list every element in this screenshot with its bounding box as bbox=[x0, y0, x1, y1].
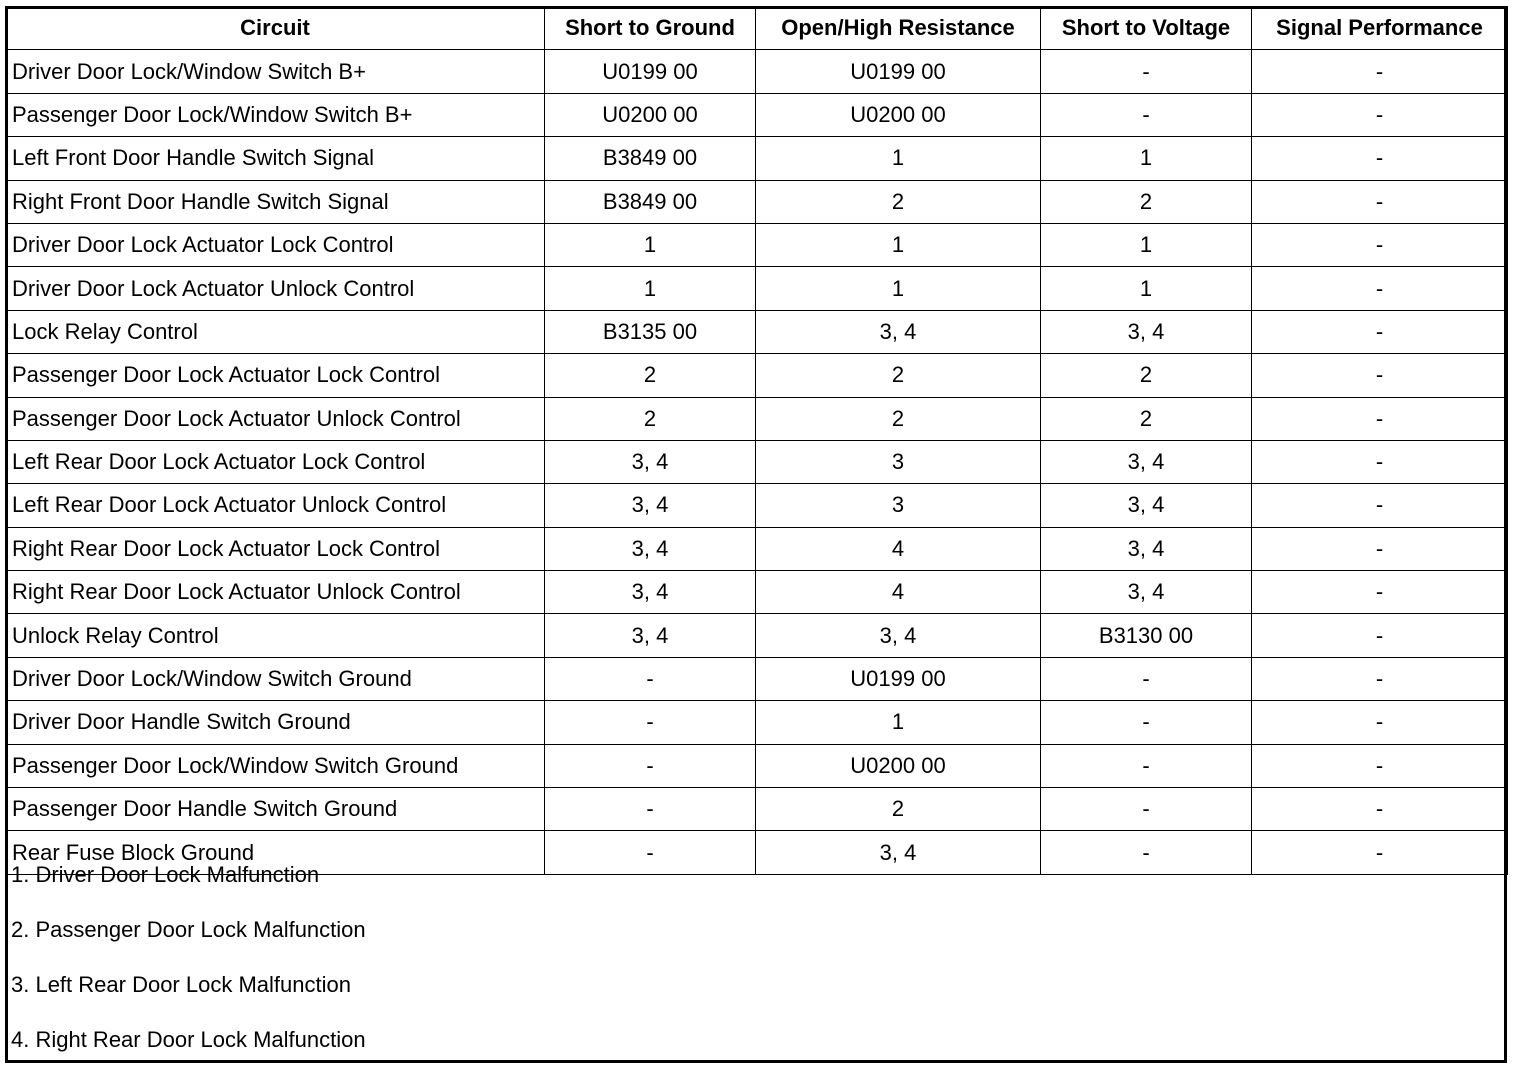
signal-performance-cell: - bbox=[1252, 93, 1508, 136]
table-row bbox=[6, 310, 1508, 353]
table-body bbox=[6, 50, 1508, 874]
open-high-resistance-cell: 3 bbox=[756, 484, 1041, 527]
table-row bbox=[6, 267, 1508, 310]
dtc-symptom-table bbox=[5, 6, 1508, 875]
table-row bbox=[6, 701, 1508, 744]
table-row bbox=[6, 180, 1508, 223]
circuit-cell: Driver Door Handle Switch Ground bbox=[6, 701, 545, 744]
circuit-cell: Unlock Relay Control bbox=[6, 614, 545, 657]
circuit-cell: Passenger Door Lock Actuator Unlock Control bbox=[6, 397, 545, 440]
circuit-cell: Left Rear Door Lock Actuator Lock Control bbox=[6, 440, 545, 483]
signal-performance-cell: - bbox=[1252, 50, 1508, 93]
short-to-voltage-cell: - bbox=[1041, 50, 1252, 93]
table-row bbox=[6, 50, 1508, 93]
open-high-resistance-cell: 4 bbox=[756, 571, 1041, 614]
circuit-cell: Driver Door Lock Actuator Lock Control bbox=[6, 223, 545, 266]
short-to-voltage-cell: - bbox=[1041, 701, 1252, 744]
open-high-resistance-cell: U0200 00 bbox=[756, 93, 1041, 136]
short-to-ground-cell: - bbox=[545, 788, 756, 831]
open-high-resistance-cell: 1 bbox=[756, 223, 1041, 266]
signal-performance-cell: - bbox=[1252, 614, 1508, 657]
open-high-resistance-cell: 1 bbox=[756, 701, 1041, 744]
signal-performance-cell: - bbox=[1252, 180, 1508, 223]
short-to-ground-cell: U0200 00 bbox=[545, 93, 756, 136]
signal-performance-cell: - bbox=[1252, 527, 1508, 570]
short-to-voltage-cell: 1 bbox=[1041, 137, 1252, 180]
table-row bbox=[6, 614, 1508, 657]
short-to-voltage-cell: - bbox=[1041, 93, 1252, 136]
open-high-resistance-cell: U0199 00 bbox=[756, 50, 1041, 93]
table-row bbox=[6, 223, 1508, 266]
table-row bbox=[6, 527, 1508, 570]
circuit-cell: Right Front Door Handle Switch Signal bbox=[6, 180, 545, 223]
open-high-resistance-cell: 4 bbox=[756, 527, 1041, 570]
open-high-resistance-cell: 3 bbox=[756, 440, 1041, 483]
open-high-resistance-cell: 1 bbox=[756, 137, 1041, 180]
footnotes bbox=[11, 853, 1491, 1068]
footnote-4: 4. Right Rear Door Lock Malfunction bbox=[11, 1027, 366, 1052]
footnote-1: 1. Driver Door Lock Malfunction bbox=[11, 862, 320, 887]
short-to-ground-cell: 3, 4 bbox=[545, 440, 756, 483]
table-row bbox=[6, 397, 1508, 440]
signal-performance-cell: - bbox=[1252, 484, 1508, 527]
header-short-to-voltage: Short to Voltage bbox=[1041, 7, 1252, 50]
open-high-resistance-cell: 3, 4 bbox=[756, 310, 1041, 353]
open-high-resistance-cell: 1 bbox=[756, 267, 1041, 310]
open-high-resistance-cell: 3, 4 bbox=[756, 831, 1041, 874]
signal-performance-cell: - bbox=[1252, 223, 1508, 266]
short-to-voltage-cell: - bbox=[1041, 657, 1252, 700]
short-to-voltage-cell: - bbox=[1041, 744, 1252, 787]
short-to-voltage-cell: 2 bbox=[1041, 180, 1252, 223]
short-to-ground-cell: B3849 00 bbox=[545, 137, 756, 180]
circuit-cell: Passenger Door Handle Switch Ground bbox=[6, 788, 545, 831]
short-to-ground-cell: 3, 4 bbox=[545, 484, 756, 527]
open-high-resistance-cell: 2 bbox=[756, 788, 1041, 831]
table-row bbox=[6, 93, 1508, 136]
signal-performance-cell: - bbox=[1252, 831, 1508, 874]
open-high-resistance-cell: 3, 4 bbox=[756, 614, 1041, 657]
table-row bbox=[6, 571, 1508, 614]
short-to-ground-cell: B3135 00 bbox=[545, 310, 756, 353]
short-to-ground-cell: - bbox=[545, 701, 756, 744]
short-to-voltage-cell: 2 bbox=[1041, 354, 1252, 397]
signal-performance-cell: - bbox=[1252, 571, 1508, 614]
signal-performance-cell: - bbox=[1252, 310, 1508, 353]
signal-performance-cell: - bbox=[1252, 657, 1508, 700]
header-short-to-ground: Short to Ground bbox=[545, 7, 756, 50]
circuit-cell: Rear Fuse Block Ground bbox=[6, 831, 545, 874]
table-header-row bbox=[6, 7, 1508, 50]
short-to-ground-cell: 2 bbox=[545, 397, 756, 440]
open-high-resistance-cell: 2 bbox=[756, 180, 1041, 223]
open-high-resistance-cell: 2 bbox=[756, 354, 1041, 397]
circuit-cell: Driver Door Lock/Window Switch Ground bbox=[6, 657, 545, 700]
table-row bbox=[6, 788, 1508, 831]
signal-performance-cell: - bbox=[1252, 440, 1508, 483]
circuit-cell: Driver Door Lock/Window Switch B+ bbox=[6, 50, 545, 93]
circuit-cell: Lock Relay Control bbox=[6, 310, 545, 353]
short-to-ground-cell: U0199 00 bbox=[545, 50, 756, 93]
circuit-cell: Right Rear Door Lock Actuator Lock Control bbox=[6, 527, 545, 570]
header-open-high-resistance: Open/High Resistance bbox=[756, 7, 1041, 50]
short-to-ground-cell: - bbox=[545, 744, 756, 787]
header-circuit: Circuit bbox=[6, 7, 545, 50]
signal-performance-cell: - bbox=[1252, 137, 1508, 180]
open-high-resistance-cell: U0200 00 bbox=[756, 744, 1041, 787]
table-row bbox=[6, 484, 1508, 527]
short-to-voltage-cell: 1 bbox=[1041, 223, 1252, 266]
short-to-voltage-cell: 3, 4 bbox=[1041, 571, 1252, 614]
circuit-cell: Passenger Door Lock/Window Switch B+ bbox=[6, 93, 545, 136]
short-to-ground-cell: 3, 4 bbox=[545, 614, 756, 657]
table-row bbox=[6, 657, 1508, 700]
signal-performance-cell: - bbox=[1252, 744, 1508, 787]
header-signal-performance: Signal Performance bbox=[1252, 7, 1508, 50]
short-to-voltage-cell: 3, 4 bbox=[1041, 440, 1252, 483]
circuit-cell: Left Rear Door Lock Actuator Unlock Control bbox=[6, 484, 545, 527]
circuit-cell: Passenger Door Lock Actuator Lock Control bbox=[6, 354, 545, 397]
circuit-cell: Passenger Door Lock/Window Switch Ground bbox=[6, 744, 545, 787]
short-to-voltage-cell: 2 bbox=[1041, 397, 1252, 440]
signal-performance-cell: - bbox=[1252, 788, 1508, 831]
circuit-cell: Right Rear Door Lock Actuator Unlock Control bbox=[6, 571, 545, 614]
short-to-voltage-cell: - bbox=[1041, 788, 1252, 831]
signal-performance-cell: - bbox=[1252, 354, 1508, 397]
signal-performance-cell: - bbox=[1252, 397, 1508, 440]
circuit-cell: Left Front Door Handle Switch Signal bbox=[6, 137, 545, 180]
open-high-resistance-cell: 2 bbox=[756, 397, 1041, 440]
table-row bbox=[6, 440, 1508, 483]
short-to-ground-cell: - bbox=[545, 657, 756, 700]
short-to-voltage-cell: B3130 00 bbox=[1041, 614, 1252, 657]
short-to-voltage-cell: 3, 4 bbox=[1041, 527, 1252, 570]
table-row bbox=[6, 137, 1508, 180]
signal-performance-cell: - bbox=[1252, 267, 1508, 310]
short-to-voltage-cell: 3, 4 bbox=[1041, 310, 1252, 353]
short-to-ground-cell: 2 bbox=[545, 354, 756, 397]
short-to-ground-cell: B3849 00 bbox=[545, 180, 756, 223]
short-to-voltage-cell: - bbox=[1041, 831, 1252, 874]
footnote-3: 3. Left Rear Door Lock Malfunction bbox=[11, 972, 351, 997]
footnote-2: 2. Passenger Door Lock Malfunction bbox=[11, 917, 366, 942]
short-to-ground-cell: 3, 4 bbox=[545, 527, 756, 570]
table-row bbox=[6, 744, 1508, 787]
circuit-cell: Driver Door Lock Actuator Unlock Control bbox=[6, 267, 545, 310]
short-to-ground-cell: 1 bbox=[545, 223, 756, 266]
short-to-ground-cell: 1 bbox=[545, 267, 756, 310]
signal-performance-cell: - bbox=[1252, 701, 1508, 744]
table-row bbox=[6, 354, 1508, 397]
open-high-resistance-cell: U0199 00 bbox=[756, 657, 1041, 700]
short-to-voltage-cell: 1 bbox=[1041, 267, 1252, 310]
short-to-ground-cell: 3, 4 bbox=[545, 571, 756, 614]
short-to-voltage-cell: 3, 4 bbox=[1041, 484, 1252, 527]
short-to-ground-cell: - bbox=[545, 831, 756, 874]
